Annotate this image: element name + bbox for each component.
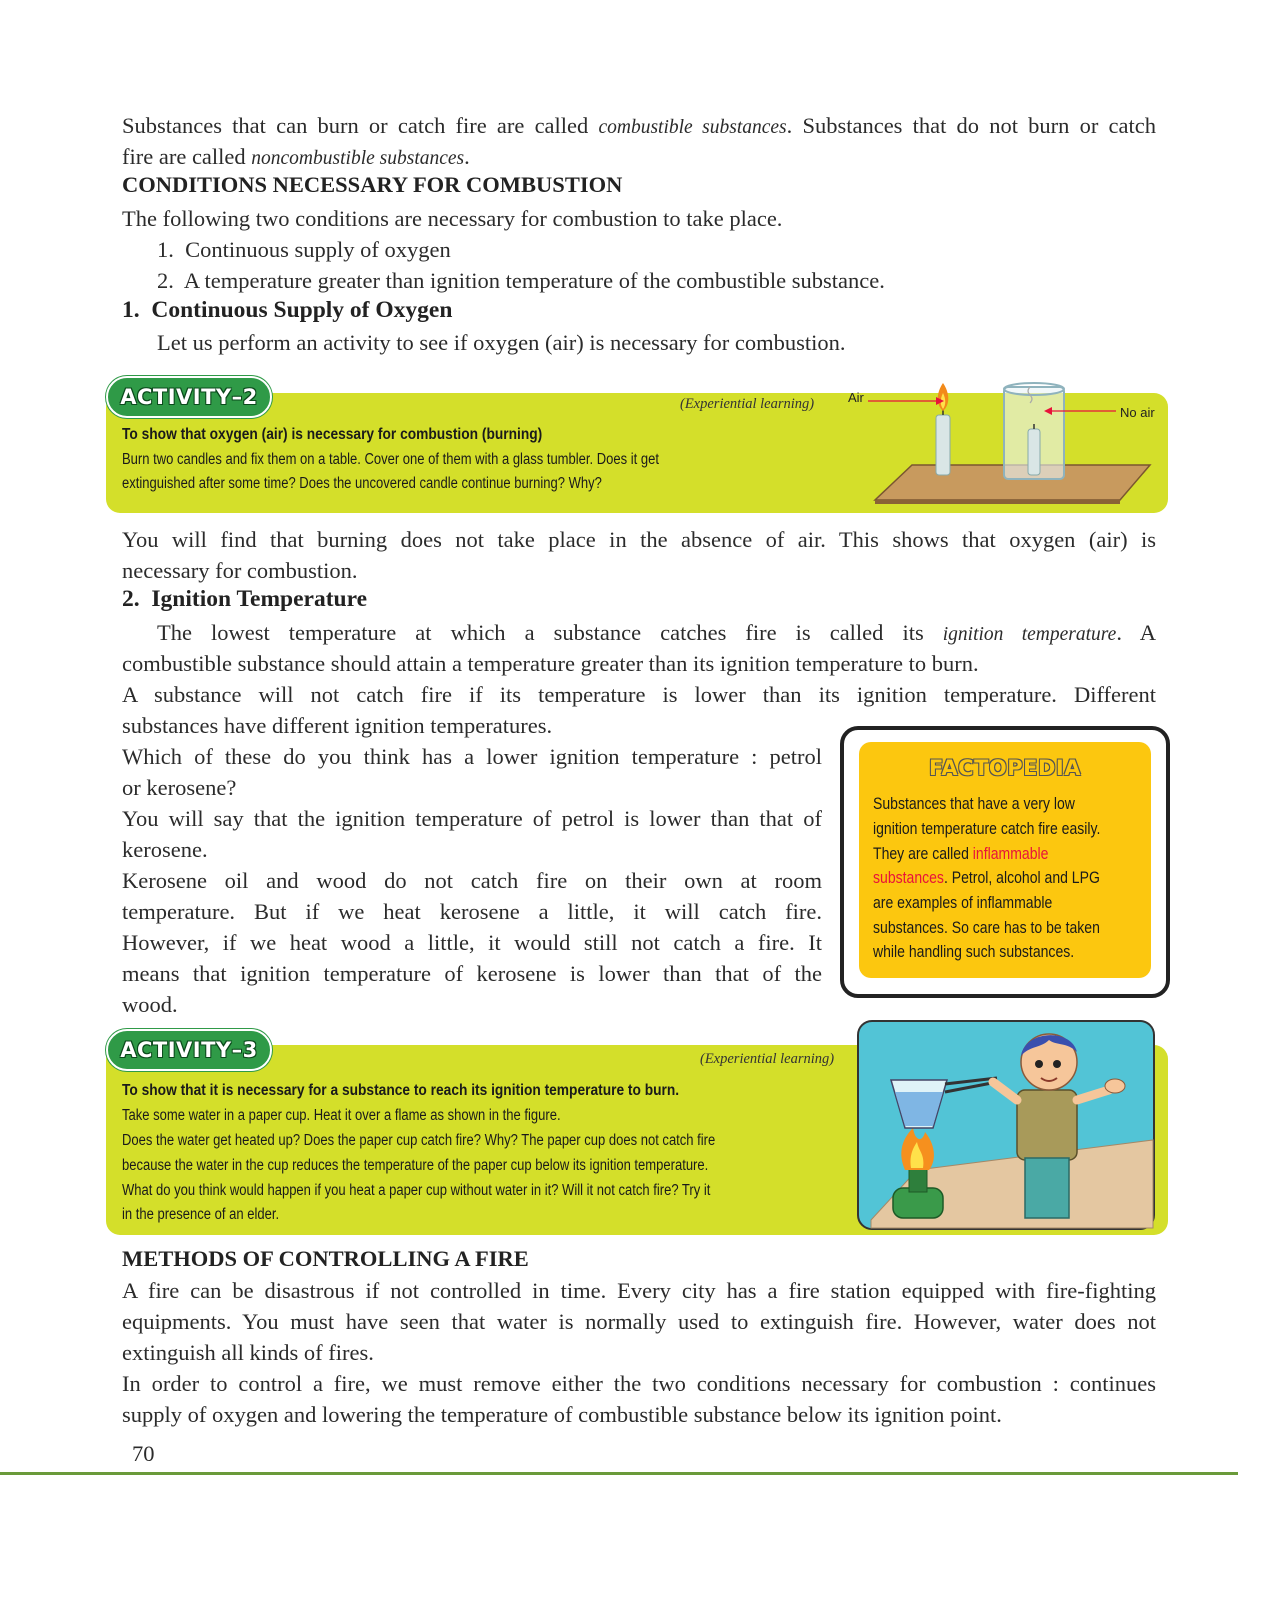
section2-left-line-9: wood. bbox=[122, 992, 178, 1017]
section1-heading: 1. Continuous Supply of Oxygen bbox=[122, 297, 453, 323]
covered-candle bbox=[1028, 429, 1040, 475]
activity3-line-3: because the water in the cup reduces the temperature of the paper cup below its ignition temperature. bbox=[122, 1157, 709, 1174]
boy-trousers bbox=[1025, 1158, 1069, 1218]
air-label: Air bbox=[848, 390, 864, 405]
factopedia-title: FACTOPEDIA bbox=[928, 756, 1081, 780]
methods-line-3: extinguish all kinds of fires. bbox=[122, 1340, 374, 1365]
activity3-line-4: What do you think would happen if you heat a paper cup without water in it? Will it not catch fire? Try it bbox=[122, 1182, 711, 1199]
activity3-label: ACTIVITY–3 bbox=[106, 1029, 272, 1071]
section1-text: Let us perform an activity to see if oxygen (air) is necessary for combustion. bbox=[157, 330, 846, 355]
section2-left-line-7: However, if we heat wood a little, it would still not catch a fire. It bbox=[122, 930, 822, 955]
section2-p2-line2: substances have different ignition temperatures. bbox=[122, 713, 553, 738]
section2-left-line-3: You will say that the ignition temperature of petrol is lower than that of bbox=[122, 806, 822, 831]
factopedia-line-2: ignition temperature catch fire easily. bbox=[873, 820, 1101, 838]
methods-line-2: equipments. You must have seen that water is normally used to extinguish fire. However, water does not bbox=[122, 1309, 1156, 1334]
methods-line-5: supply of oxygen and lowering the temperature of combustible substance below its ignition point. bbox=[122, 1402, 1002, 1427]
result-line-2: necessary for combustion. bbox=[122, 558, 358, 583]
factopedia-line-6: substances. So care has to be taken bbox=[873, 919, 1100, 937]
no-air-label: No air bbox=[1120, 405, 1155, 420]
activity3-line-2: Does the water get heated up? Does the paper cup catch fire? Why? The paper cup does not catch fire bbox=[122, 1132, 716, 1149]
section2-left-line-2: or kerosene? bbox=[122, 775, 237, 800]
activity3-title: To show that it is necessary for a substance to reach its ignition temperature to burn. bbox=[122, 1082, 680, 1099]
condition-item-1: 1. Continuous supply of oxygen bbox=[157, 237, 451, 262]
activity2-line-1: Burn two candles and fix them on a table. Cover one of them with a glass tumbler. Does it get bbox=[122, 451, 660, 468]
condition-item-2: 2. A temperature greater than ignition temperature of the combustible substance. bbox=[157, 268, 885, 293]
section2-p1-line1: The lowest temperature at which a substance catches fire is called its ignition temperature. A bbox=[157, 620, 1157, 645]
section2-left-line-6: temperature. But if we heat kerosene a little, it will catch fire. bbox=[122, 899, 822, 924]
conditions-intro: The following two conditions are necessary for combustion to take place. bbox=[122, 206, 783, 231]
section2-left-line-1: Which of these do you think has a lower ignition temperature : petrol bbox=[122, 744, 822, 769]
activity2-tag: (Experiential learning) bbox=[680, 396, 815, 412]
section2-left-line-4: kerosene. bbox=[122, 837, 208, 862]
methods-line-4: In order to control a fire, we must remove either the two conditions necessary for combustion : continues bbox=[122, 1371, 1156, 1396]
activity2-line-2: extinguished after some time? Does the uncovered candle continue burning? Why? bbox=[122, 475, 602, 492]
factopedia-line-1: Substances that have a very low bbox=[873, 795, 1075, 813]
boy-shirt bbox=[1017, 1090, 1077, 1160]
section2-p2-line1: A substance will not catch fire if its temperature is lower than its ignition temperature. Different bbox=[122, 682, 1156, 707]
section2-heading: 2. Ignition Temperature bbox=[122, 586, 368, 612]
conditions-heading: CONDITIONS NECESSARY FOR COMBUSTION bbox=[122, 172, 623, 197]
result-line-1: You will find that burning does not take place in the absence of air. This shows that oxygen (air) is bbox=[122, 527, 1156, 552]
table-edge bbox=[875, 500, 1120, 504]
footer-rule bbox=[0, 1472, 1238, 1475]
activity3-tag: (Experiential learning) bbox=[700, 1051, 835, 1067]
methods-line-1: A fire can be disastrous if not controlled in time. Every city has a fire station equipped with fire-fighting bbox=[122, 1278, 1156, 1303]
section2-left-line-8: means that ignition temperature of kerosene is lower than that of the bbox=[122, 961, 822, 986]
methods-heading: METHODS OF CONTROLLING A FIRE bbox=[122, 1246, 529, 1271]
factopedia-line-3: They are called inflammable bbox=[873, 845, 1049, 863]
factopedia-line-5: are examples of inflammable bbox=[873, 894, 1053, 912]
candles-illustration bbox=[840, 375, 1170, 505]
intro-line-1: Substances that can burn or catch fire are called combustible substances. Substances that do not burn or catch bbox=[122, 113, 1156, 138]
activity2-label: ACTIVITY–2 bbox=[106, 376, 272, 418]
factopedia-line-7: while handling such substances. bbox=[873, 943, 1075, 961]
section2-p1-line2: combustible substance should attain a temperature greater than its ignition temperature to burn. bbox=[122, 651, 979, 676]
section2-left-line-5: Kerosene oil and wood do not catch fire on their own at room bbox=[122, 868, 822, 893]
page-number: 70 bbox=[132, 1441, 155, 1466]
boy-heating-cup-illustration bbox=[857, 1020, 1155, 1230]
factopedia-line-4: substances. Petrol, alcohol and LPG bbox=[873, 869, 1100, 887]
uncovered-candle bbox=[936, 415, 950, 475]
intro-line-2: fire are called noncombustible substances. bbox=[122, 144, 470, 169]
activity3-line-5: in the presence of an elder. bbox=[122, 1206, 280, 1223]
activity3-line-1: Take some water in a paper cup. Heat it over a flame as shown in the figure. bbox=[122, 1107, 561, 1124]
activity2-title: To show that oxygen (air) is necessary for combustion (burning) bbox=[122, 426, 543, 443]
